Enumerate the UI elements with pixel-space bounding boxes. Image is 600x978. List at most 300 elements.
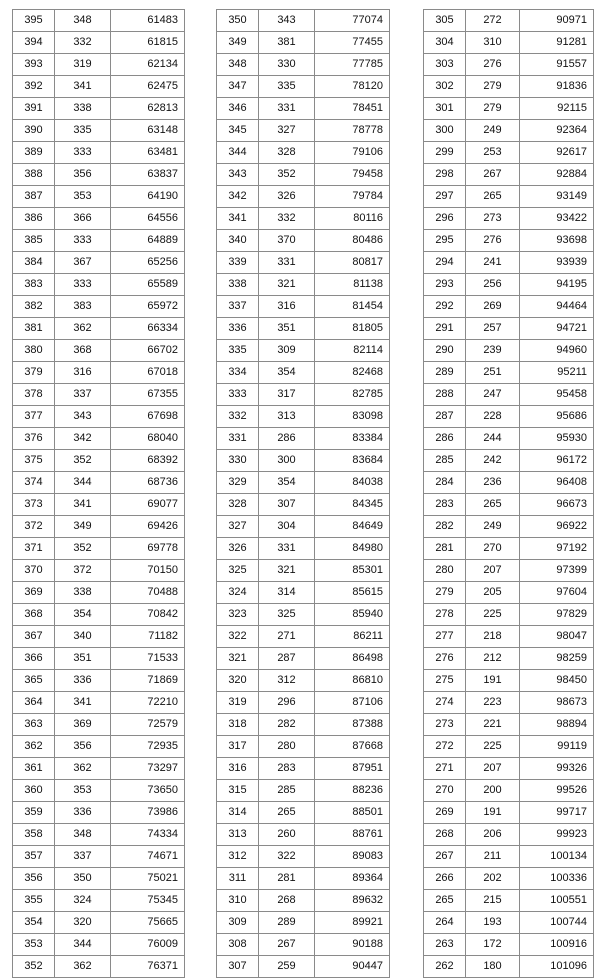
count-cell: 191 [466,670,520,692]
cumulative-cell: 94960 [520,340,594,362]
count-cell: 309 [259,340,315,362]
score-cell: 372 [13,516,55,538]
count-cell: 321 [259,560,315,582]
table-row [13,428,185,450]
score-cell: 263 [424,934,466,956]
table-row [13,516,185,538]
score-cell: 370 [13,560,55,582]
table-row [13,956,185,978]
score-cell: 291 [424,318,466,340]
cumulative-cell: 72935 [111,736,185,758]
score-cell: 275 [424,670,466,692]
score-cell: 280 [424,560,466,582]
score-cell: 285 [424,450,466,472]
table-row [13,98,185,120]
score-cell: 376 [13,428,55,450]
count-cell: 352 [259,164,315,186]
table-row [217,318,390,340]
cumulative-cell: 72579 [111,714,185,736]
score-cell: 375 [13,450,55,472]
score-cell: 339 [217,252,259,274]
table-row [217,890,390,912]
cumulative-cell: 77455 [315,32,390,54]
score-cell: 341 [217,208,259,230]
score-cell: 311 [217,868,259,890]
cumulative-cell: 80116 [315,208,390,230]
count-cell: 314 [259,582,315,604]
table-row [424,76,594,98]
score-cell: 354 [13,912,55,934]
cumulative-cell: 65589 [111,274,185,296]
count-cell: 265 [466,494,520,516]
score-cell: 366 [13,648,55,670]
table-row [424,538,594,560]
table-row [424,582,594,604]
cumulative-cell: 66702 [111,340,185,362]
count-cell: 206 [466,824,520,846]
cumulative-cell: 69778 [111,538,185,560]
score-cell: 286 [424,428,466,450]
cumulative-cell: 78120 [315,76,390,98]
count-cell: 338 [55,582,111,604]
score-cell: 321 [217,648,259,670]
score-cell: 282 [424,516,466,538]
cumulative-cell: 70488 [111,582,185,604]
score-cell: 377 [13,406,55,428]
score-cell: 388 [13,164,55,186]
table-row [13,560,185,582]
cumulative-cell: 98450 [520,670,594,692]
count-cell: 257 [466,318,520,340]
count-cell: 333 [55,230,111,252]
cumulative-cell: 61815 [111,32,185,54]
count-cell: 253 [466,142,520,164]
count-cell: 337 [55,846,111,868]
count-cell: 343 [55,406,111,428]
table-row [13,648,185,670]
cumulative-cell: 82468 [315,362,390,384]
cumulative-cell: 87951 [315,758,390,780]
count-cell: 352 [55,450,111,472]
count-cell: 381 [259,32,315,54]
table-row [424,208,594,230]
cumulative-cell: 78451 [315,98,390,120]
count-cell: 300 [259,450,315,472]
table-row [217,340,390,362]
count-cell: 354 [259,472,315,494]
table-row [217,692,390,714]
cumulative-cell: 84345 [315,494,390,516]
count-cell: 321 [259,274,315,296]
count-cell: 350 [55,868,111,890]
cumulative-cell: 89364 [315,868,390,890]
cumulative-cell: 73986 [111,802,185,824]
count-cell: 333 [55,142,111,164]
cumulative-cell: 63148 [111,120,185,142]
count-cell: 200 [466,780,520,802]
score-cell: 287 [424,406,466,428]
score-cell: 325 [217,560,259,582]
score-cell: 369 [13,582,55,604]
cumulative-cell: 88501 [315,802,390,824]
count-cell: 367 [55,252,111,274]
score-cell: 300 [424,120,466,142]
score-cell: 315 [217,780,259,802]
cumulative-cell: 83098 [315,406,390,428]
count-cell: 370 [259,230,315,252]
cumulative-cell: 89921 [315,912,390,934]
score-cell: 298 [424,164,466,186]
score-cell: 335 [217,340,259,362]
cumulative-cell: 91557 [520,54,594,76]
score-cell: 288 [424,384,466,406]
table-row [13,802,185,824]
count-cell: 336 [55,802,111,824]
score-cell: 382 [13,296,55,318]
score-cell: 387 [13,186,55,208]
table-row [13,76,185,98]
score-cell: 327 [217,516,259,538]
count-cell: 272 [466,10,520,32]
count-cell: 304 [259,516,315,538]
count-cell: 239 [466,340,520,362]
count-cell: 348 [55,824,111,846]
count-cell: 271 [259,626,315,648]
cumulative-cell: 92364 [520,120,594,142]
score-cell: 297 [424,186,466,208]
cumulative-cell: 65256 [111,252,185,274]
table-row [217,450,390,472]
count-cell: 279 [466,98,520,120]
count-cell: 344 [55,934,111,956]
score-table-1-body [13,10,185,978]
cumulative-cell: 87668 [315,736,390,758]
cumulative-cell: 94721 [520,318,594,340]
count-cell: 172 [466,934,520,956]
count-cell: 366 [55,208,111,230]
count-cell: 333 [55,274,111,296]
table-row [424,296,594,318]
score-cell: 373 [13,494,55,516]
cumulative-cell: 99326 [520,758,594,780]
cumulative-cell: 68392 [111,450,185,472]
table-row [13,450,185,472]
cumulative-cell: 62813 [111,98,185,120]
table-row [13,32,185,54]
table-row [424,736,594,758]
table-row [424,846,594,868]
score-cell: 283 [424,494,466,516]
cumulative-cell: 76371 [111,956,185,978]
table-row [13,362,185,384]
table-row [424,32,594,54]
cumulative-cell: 86498 [315,648,390,670]
count-cell: 316 [259,296,315,318]
table-row [217,912,390,934]
table-row [13,934,185,956]
cumulative-cell: 98047 [520,626,594,648]
score-cell: 355 [13,890,55,912]
score-cell: 363 [13,714,55,736]
count-cell: 331 [259,538,315,560]
table-row [424,54,594,76]
count-cell: 265 [259,802,315,824]
score-cell: 307 [217,956,259,978]
cumulative-cell: 81805 [315,318,390,340]
score-cell: 276 [424,648,466,670]
score-cell: 289 [424,362,466,384]
table-row [217,10,390,32]
count-cell: 328 [259,142,315,164]
score-cell: 323 [217,604,259,626]
score-cell: 314 [217,802,259,824]
table-row [424,450,594,472]
cumulative-cell: 87388 [315,714,390,736]
score-cell: 331 [217,428,259,450]
table-row [13,604,185,626]
score-table-1 [12,9,185,978]
score-cell: 359 [13,802,55,824]
table-row [217,472,390,494]
count-cell: 362 [55,956,111,978]
count-cell: 338 [55,98,111,120]
table-row [217,296,390,318]
score-cell: 365 [13,670,55,692]
score-cell: 380 [13,340,55,362]
count-cell: 356 [55,736,111,758]
table-row [424,670,594,692]
table-row [424,824,594,846]
table-row [424,428,594,450]
cumulative-cell: 67698 [111,406,185,428]
table-row [13,692,185,714]
score-cell: 334 [217,362,259,384]
count-cell: 343 [259,10,315,32]
score-cell: 332 [217,406,259,428]
cumulative-cell: 62134 [111,54,185,76]
cumulative-cell: 66334 [111,318,185,340]
cumulative-cell: 83384 [315,428,390,450]
score-cell: 316 [217,758,259,780]
cumulative-cell: 99119 [520,736,594,758]
count-cell: 221 [466,714,520,736]
score-cell: 347 [217,76,259,98]
count-cell: 267 [466,164,520,186]
score-cell: 308 [217,934,259,956]
cumulative-cell: 74334 [111,824,185,846]
count-cell: 212 [466,648,520,670]
table-row [217,758,390,780]
table-row [424,274,594,296]
table-row [13,406,185,428]
table-row [424,912,594,934]
cumulative-cell: 100134 [520,846,594,868]
cumulative-cell: 69426 [111,516,185,538]
cumulative-cell: 90971 [520,10,594,32]
score-cell: 279 [424,582,466,604]
count-cell: 335 [55,120,111,142]
cumulative-cell: 75345 [111,890,185,912]
table-row [217,120,390,142]
count-cell: 313 [259,406,315,428]
score-cell: 330 [217,450,259,472]
table-row [217,252,390,274]
cumulative-cell: 91836 [520,76,594,98]
cumulative-cell: 89632 [315,890,390,912]
score-cell: 353 [13,934,55,956]
cumulative-cell: 95211 [520,362,594,384]
table-row [13,824,185,846]
score-cell: 329 [217,472,259,494]
cumulative-cell: 67018 [111,362,185,384]
score-cell: 302 [424,76,466,98]
cumulative-cell: 99923 [520,824,594,846]
cumulative-cell: 83684 [315,450,390,472]
cumulative-cell: 87106 [315,692,390,714]
table-row [424,890,594,912]
cumulative-cell: 90188 [315,934,390,956]
count-cell: 228 [466,406,520,428]
cumulative-cell: 75665 [111,912,185,934]
score-cell: 361 [13,758,55,780]
score-cell: 344 [217,142,259,164]
table-row [217,956,390,978]
cumulative-cell: 100916 [520,934,594,956]
table-row [217,560,390,582]
cumulative-cell: 89083 [315,846,390,868]
table-row [217,32,390,54]
count-cell: 242 [466,450,520,472]
score-cell: 268 [424,824,466,846]
score-cell: 317 [217,736,259,758]
table-row [13,494,185,516]
count-cell: 331 [259,98,315,120]
table-row [424,406,594,428]
score-cell: 303 [424,54,466,76]
count-cell: 362 [55,758,111,780]
count-cell: 215 [466,890,520,912]
table-row [217,142,390,164]
count-cell: 260 [259,824,315,846]
table-row [424,10,594,32]
count-cell: 317 [259,384,315,406]
cumulative-cell: 93422 [520,208,594,230]
table-row [217,362,390,384]
score-cell: 389 [13,142,55,164]
score-cell: 267 [424,846,466,868]
score-cell: 383 [13,274,55,296]
score-cell: 345 [217,120,259,142]
score-cell: 337 [217,296,259,318]
score-table-2 [216,9,390,978]
score-cell: 328 [217,494,259,516]
count-cell: 354 [55,604,111,626]
table-row [424,164,594,186]
cumulative-cell: 70842 [111,604,185,626]
score-cell: 292 [424,296,466,318]
cumulative-cell: 88236 [315,780,390,802]
cumulative-cell: 85301 [315,560,390,582]
cumulative-cell: 64556 [111,208,185,230]
table-row [13,230,185,252]
score-cell: 391 [13,98,55,120]
score-cell: 349 [217,32,259,54]
count-cell: 351 [259,318,315,340]
cumulative-cell: 92884 [520,164,594,186]
count-cell: 356 [55,164,111,186]
cumulative-cell: 68040 [111,428,185,450]
table-row [13,252,185,274]
cumulative-cell: 99526 [520,780,594,802]
table-row [424,120,594,142]
score-cell: 338 [217,274,259,296]
score-cell: 364 [13,692,55,714]
cumulative-cell: 86211 [315,626,390,648]
table-row [217,186,390,208]
cumulative-cell: 67355 [111,384,185,406]
cumulative-cell: 64190 [111,186,185,208]
score-cell: 312 [217,846,259,868]
count-cell: 342 [55,428,111,450]
count-cell: 276 [466,54,520,76]
table-row [13,54,185,76]
count-cell: 249 [466,516,520,538]
score-cell: 277 [424,626,466,648]
table-row [424,186,594,208]
score-cell: 378 [13,384,55,406]
table-row [13,714,185,736]
table-row [217,406,390,428]
score-cell: 336 [217,318,259,340]
score-cell: 385 [13,230,55,252]
table-row [424,868,594,890]
count-cell: 223 [466,692,520,714]
score-cell: 362 [13,736,55,758]
count-cell: 259 [259,956,315,978]
cumulative-cell: 93698 [520,230,594,252]
table-row [217,934,390,956]
cumulative-cell: 65972 [111,296,185,318]
cumulative-cell: 84649 [315,516,390,538]
score-cell: 374 [13,472,55,494]
count-cell: 341 [55,692,111,714]
score-cell: 281 [424,538,466,560]
score-cell: 342 [217,186,259,208]
score-cell: 305 [424,10,466,32]
count-cell: 282 [259,714,315,736]
score-cell: 324 [217,582,259,604]
table-row [217,208,390,230]
score-cell: 358 [13,824,55,846]
count-cell: 276 [466,230,520,252]
cumulative-cell: 97399 [520,560,594,582]
count-cell: 307 [259,494,315,516]
cumulative-cell: 61483 [111,10,185,32]
cumulative-cell: 84980 [315,538,390,560]
score-cell: 304 [424,32,466,54]
count-cell: 336 [55,670,111,692]
count-cell: 369 [55,714,111,736]
count-cell: 354 [259,362,315,384]
table-row [217,824,390,846]
score-cell: 367 [13,626,55,648]
count-cell: 372 [55,560,111,582]
cumulative-cell: 86810 [315,670,390,692]
score-cell: 269 [424,802,466,824]
score-cell: 273 [424,714,466,736]
cumulative-cell: 90447 [315,956,390,978]
score-cell: 318 [217,714,259,736]
